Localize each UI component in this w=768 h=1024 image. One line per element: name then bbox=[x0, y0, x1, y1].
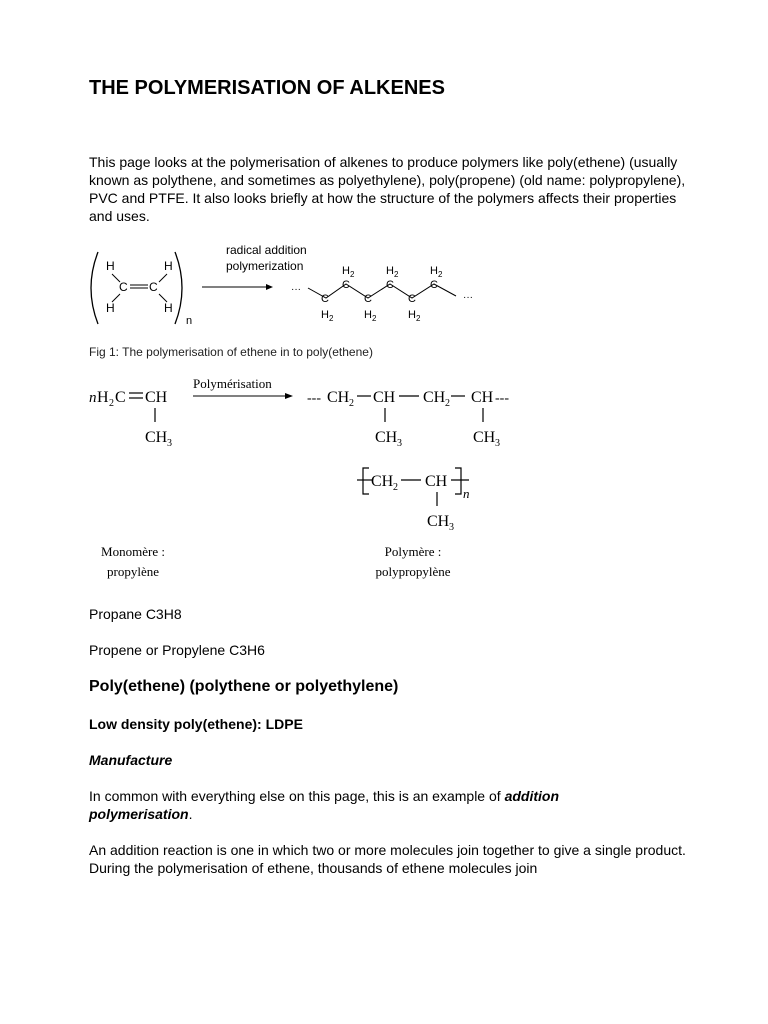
svg-text:CH: CH bbox=[423, 389, 446, 406]
svg-text:C: C bbox=[115, 389, 126, 406]
polymer-label-line1: Polymère : bbox=[384, 544, 442, 559]
propylene-polymerisation-diagram bbox=[85, 370, 525, 590]
svg-text:2: 2 bbox=[393, 482, 398, 493]
svg-text:H: H bbox=[164, 259, 173, 273]
svg-text:C: C bbox=[408, 293, 416, 305]
svg-text:2: 2 bbox=[372, 314, 377, 323]
svg-text:2: 2 bbox=[445, 398, 450, 409]
monomer-label-line2: propylène bbox=[107, 564, 159, 579]
svg-text:C: C bbox=[149, 280, 158, 294]
svg-text:C: C bbox=[342, 279, 350, 291]
propene-line: Propene or Propylene C3H6 bbox=[89, 642, 265, 658]
polymerisation-arrow-label: Polymérisation bbox=[193, 376, 272, 391]
addition-polymerisation-paragraph bbox=[89, 787, 609, 823]
svg-text:H: H bbox=[164, 301, 173, 315]
svg-text:n: n bbox=[89, 390, 97, 406]
svg-text:CH: CH bbox=[145, 389, 168, 406]
svg-text:H: H bbox=[342, 265, 350, 277]
svg-text:CH: CH bbox=[145, 429, 168, 446]
addition-reaction-paragraph: An addition reaction is one in which two or more molecules join together to give a single product. During the polymerisation of ethene, thousands of ethene molecules join bbox=[89, 842, 686, 876]
svg-text:H: H bbox=[430, 265, 438, 277]
svg-text:---: --- bbox=[495, 391, 509, 406]
propane-line: Propane C3H8 bbox=[89, 606, 182, 622]
svg-text:n: n bbox=[186, 315, 193, 327]
svg-text:H: H bbox=[321, 309, 329, 321]
svg-text:CH: CH bbox=[327, 389, 350, 406]
svg-text:H: H bbox=[364, 309, 372, 321]
svg-text:3: 3 bbox=[495, 438, 500, 449]
polymer-label-line2: polypropylène bbox=[375, 564, 451, 579]
intro-paragraph: This page looks at the polymerisation of alkenes to produce polymers like poly(ethene) (usually known as polythene, and sometimes as polyethylene), poly(propene) (old name: polypropylene), PVC and PTFE. It also looks briefly at how the structure of the polymers affects their properties and uses. bbox=[89, 154, 686, 224]
svg-text:2: 2 bbox=[329, 314, 334, 323]
svg-text:2: 2 bbox=[349, 398, 354, 409]
svg-text:H: H bbox=[106, 259, 115, 273]
svg-text:C: C bbox=[364, 293, 372, 305]
svg-text:CH: CH bbox=[375, 429, 398, 446]
svg-text:2: 2 bbox=[416, 314, 421, 323]
svg-text:2: 2 bbox=[438, 270, 443, 279]
emphasis-addition-polymerisation: addition polymerisation bbox=[89, 788, 559, 822]
svg-text:C: C bbox=[430, 279, 438, 291]
figure-1-caption: Fig 1: The polymerisation of ethene in to poly(ethene) bbox=[89, 345, 373, 359]
paragraph-end: . bbox=[188, 806, 193, 822]
svg-text:C: C bbox=[119, 280, 128, 294]
section-heading-polyethene: Poly(ethene) (polythene or polyethylene) bbox=[89, 678, 399, 695]
ethene-polymerisation-diagram bbox=[80, 240, 500, 340]
svg-text:3: 3 bbox=[449, 522, 454, 533]
svg-text:CH: CH bbox=[373, 389, 396, 406]
svg-text:2: 2 bbox=[109, 398, 114, 409]
svg-text:H: H bbox=[106, 301, 115, 315]
svg-text:C: C bbox=[386, 279, 394, 291]
monomer-label-line1: Monomère : bbox=[101, 544, 165, 559]
svg-text:H: H bbox=[408, 309, 416, 321]
manufacture-heading: Manufacture bbox=[89, 752, 173, 768]
svg-text:n: n bbox=[463, 486, 470, 501]
arrow-label-line1: radical addition bbox=[226, 243, 307, 257]
svg-text:CH: CH bbox=[471, 389, 494, 406]
svg-text:CH: CH bbox=[425, 473, 448, 490]
svg-text:H: H bbox=[97, 389, 109, 406]
svg-text:---: --- bbox=[307, 391, 321, 406]
svg-text:H: H bbox=[386, 265, 394, 277]
svg-text:CH: CH bbox=[473, 429, 496, 446]
subsection-heading-ldpe: Low density poly(ethene): LDPE bbox=[89, 716, 303, 732]
svg-text:C: C bbox=[321, 293, 329, 305]
page-title: THE POLYMERISATION OF ALKENES bbox=[89, 77, 445, 99]
svg-text:3: 3 bbox=[167, 438, 172, 449]
paragraph-text: In common with everything else on this page, this is an example of bbox=[89, 788, 505, 804]
svg-text:···: ··· bbox=[463, 292, 473, 303]
arrow-label-line2: polymerization bbox=[226, 259, 304, 273]
svg-text:2: 2 bbox=[350, 270, 355, 279]
svg-text:2: 2 bbox=[394, 270, 399, 279]
svg-text:···: ··· bbox=[291, 284, 301, 295]
svg-text:3: 3 bbox=[397, 438, 402, 449]
svg-text:CH: CH bbox=[427, 513, 450, 530]
svg-text:CH: CH bbox=[371, 473, 394, 490]
